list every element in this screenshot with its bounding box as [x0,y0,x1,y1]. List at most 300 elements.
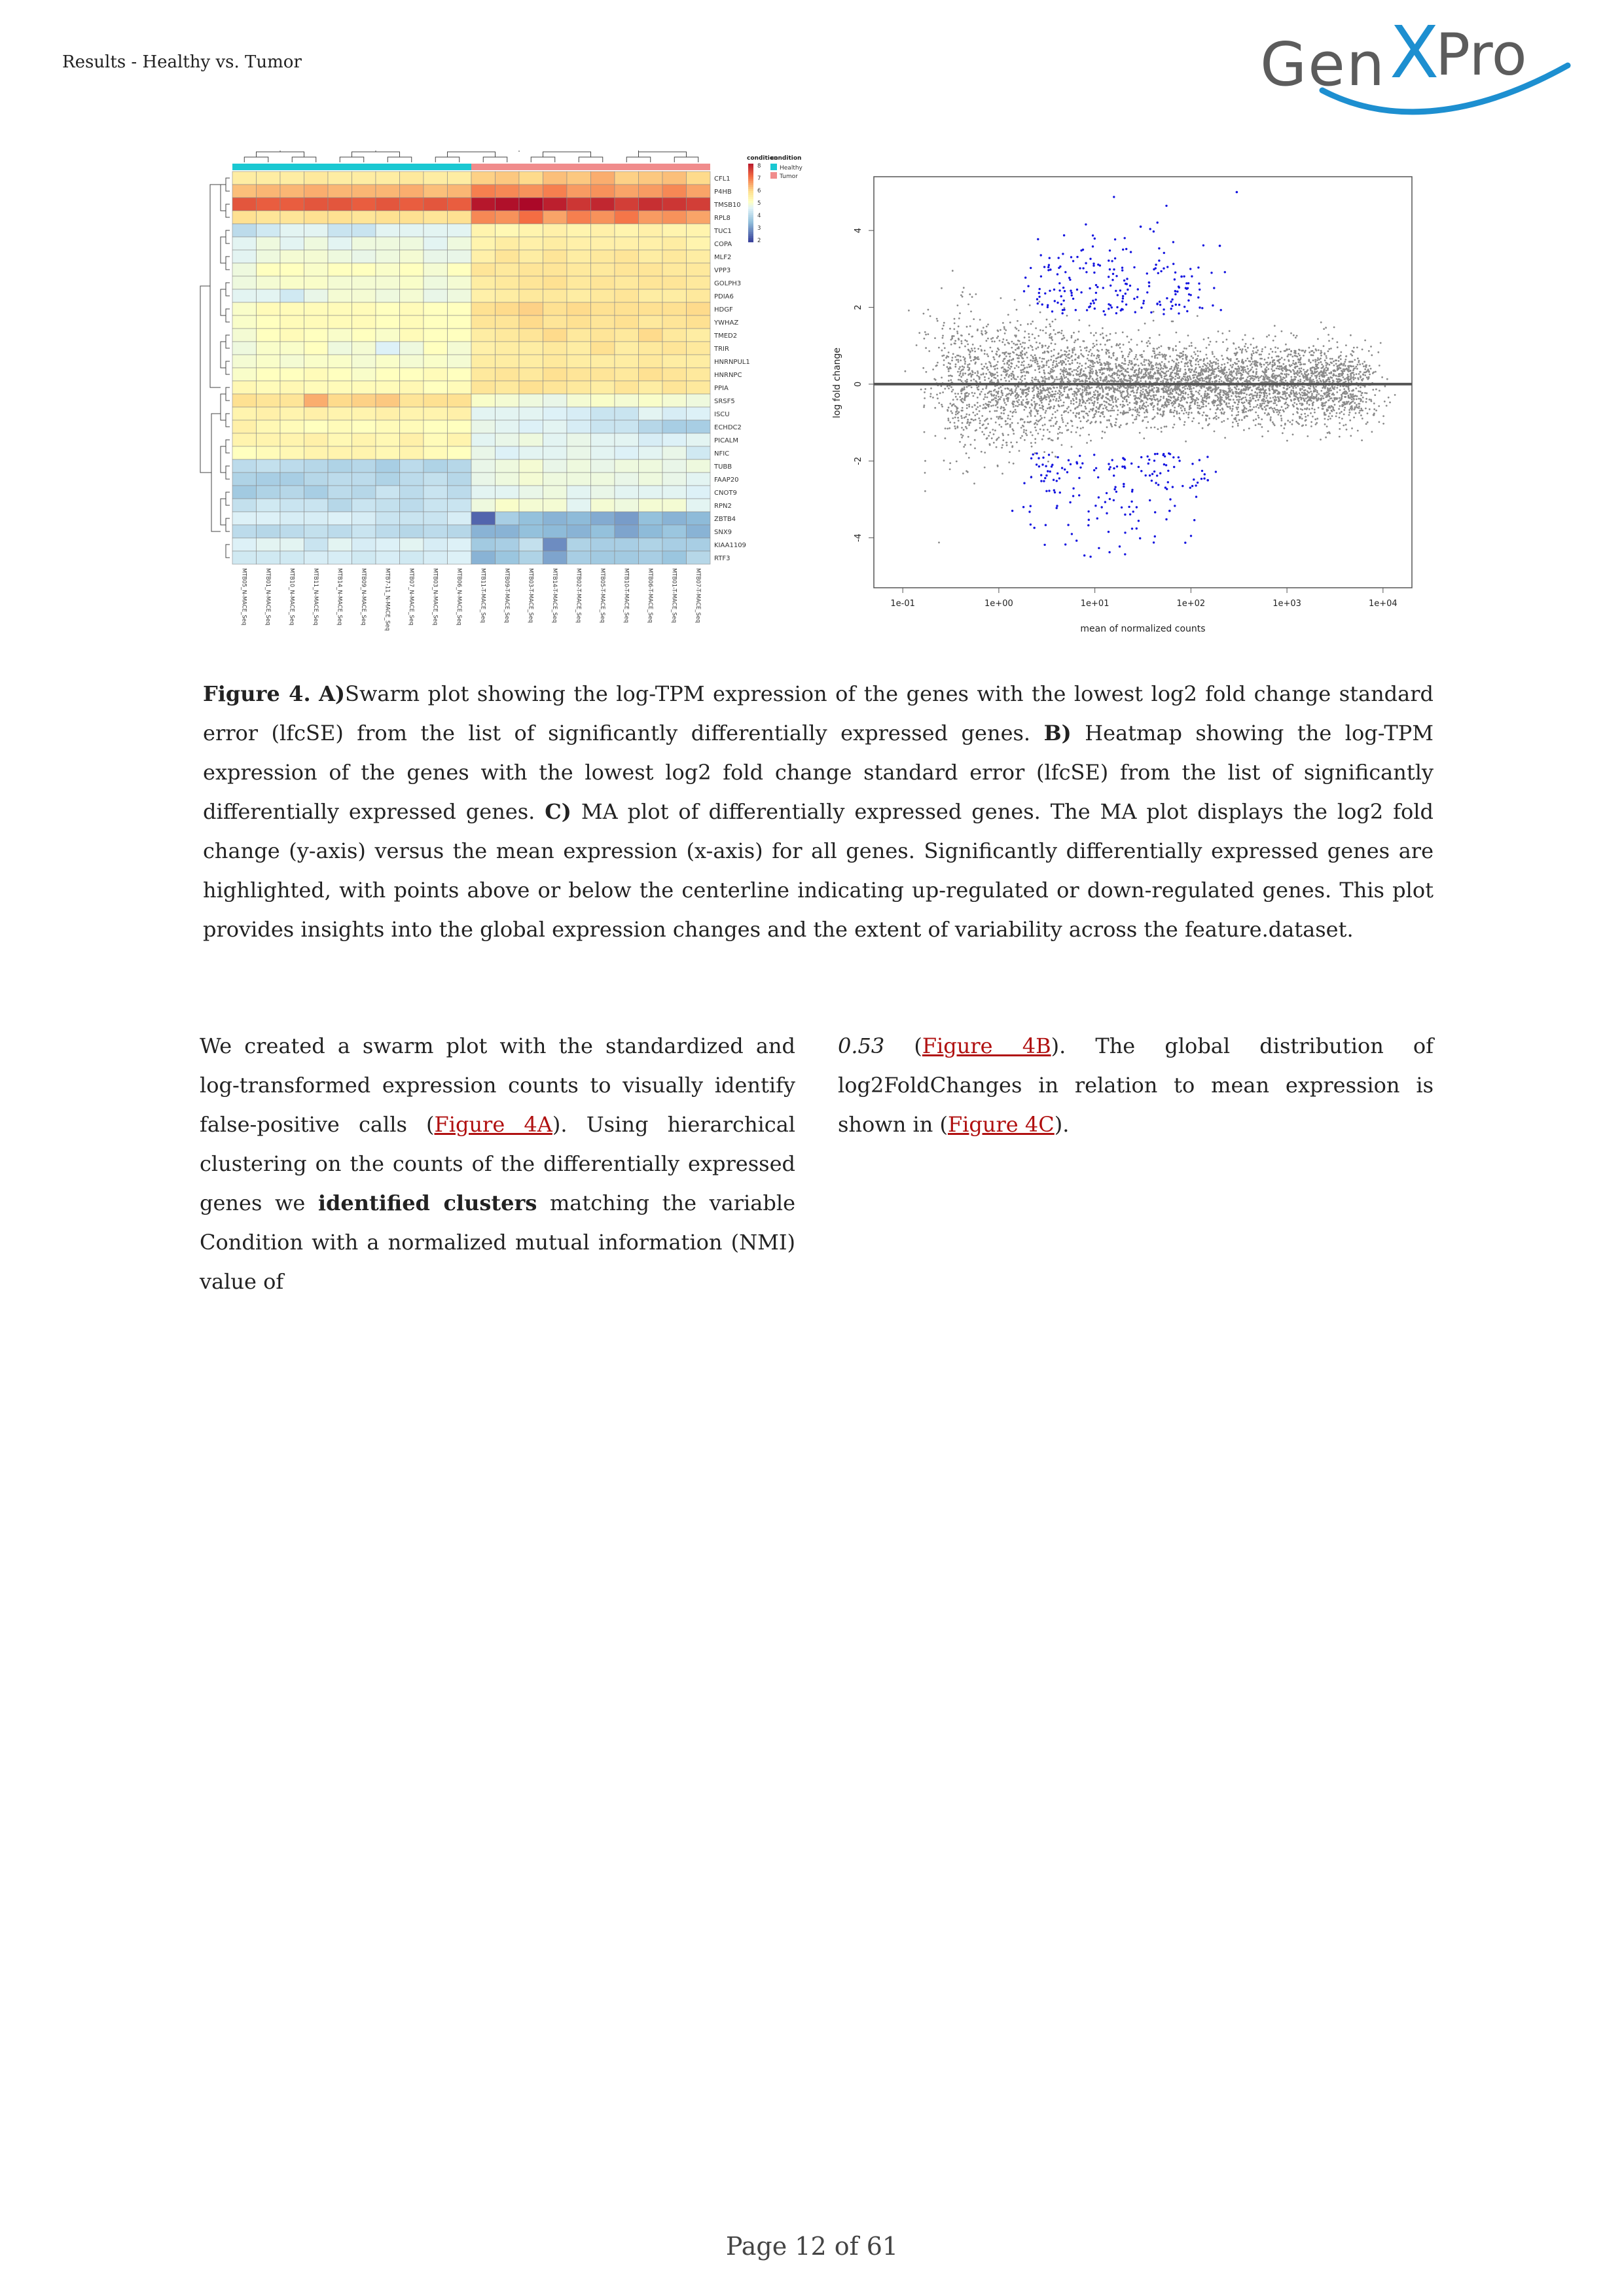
ma-point [1106,409,1108,411]
ma-point [1049,325,1051,327]
heatmap-cell [304,198,329,211]
ma-point [1070,356,1072,358]
ma-point [1079,376,1081,378]
ma-point [1328,372,1330,374]
scale-swatch [748,193,753,195]
heatmap-cell [448,459,472,473]
ma-point [1330,389,1332,391]
ma-point [1250,393,1252,395]
ma-point [1048,346,1050,348]
ma-point [1122,355,1124,357]
ma-point [1038,391,1039,393]
heatmap-cell [280,211,304,224]
heatmap-cell [639,250,663,263]
ma-point [1274,403,1276,404]
ma-point [1217,399,1219,401]
scale-swatch [748,179,753,181]
ma-point [1026,351,1028,353]
ma-point [1157,389,1159,391]
ma-point [1079,388,1081,390]
ma-point [1348,370,1350,372]
ma-point [1235,368,1237,370]
ma-point [1149,368,1151,370]
ma-point [1310,421,1312,423]
ma-point [1302,395,1304,397]
ma-point [1008,461,1010,463]
ma-point [1221,355,1223,357]
heatmap-cell [328,329,352,342]
ma-point [1003,326,1005,328]
ma-point [1086,376,1088,378]
ma-point [1227,406,1229,408]
ma-point [986,397,988,399]
ma-point [1236,377,1238,379]
heatmap-cell [567,420,591,433]
ma-point [1149,342,1151,344]
ma-point [1034,403,1036,405]
heatmap-cell [280,198,304,211]
ma-point [1132,386,1134,388]
heatmap-cell [328,446,352,459]
ma-point [974,414,976,416]
ma-point [1119,387,1121,389]
heatmap-cell [567,185,591,198]
ma-point [1352,401,1354,403]
ma-point [1195,364,1197,366]
ma-point [1291,423,1293,425]
gene-label: SRSF5 [714,398,735,405]
sample-label: MTB06_N-MACE_Seq [455,568,462,626]
ma-point [979,422,981,424]
ma-point [983,366,985,368]
ma-point [1303,386,1305,388]
ma-point [1386,405,1388,407]
heatmap-cell [543,263,568,276]
ma-point [1096,344,1098,346]
ma-point [1337,341,1339,343]
ma-point [1332,406,1334,408]
ma-point [1259,423,1261,425]
ma-point [1348,409,1350,411]
ma-point [1176,372,1178,374]
ma-point [1070,431,1072,433]
ma-point [1043,435,1045,437]
ma-point [1128,364,1130,366]
ma-point [1042,387,1044,389]
ma-point [1072,370,1074,372]
heatmap-cell [471,433,496,446]
ma-point [1111,410,1113,412]
heatmap-cell [662,237,687,250]
ma-point [977,356,979,358]
heatmap-cell [662,171,687,185]
ma-point [1022,369,1024,371]
ma-point [1344,361,1346,363]
ma-point [1360,391,1362,393]
ma-point [1193,387,1195,389]
heatmap-cell [352,263,376,276]
ma-point [1013,463,1015,465]
ma-point [1269,363,1271,365]
ma-point [1011,347,1013,349]
ma-point [1351,409,1353,411]
ma-point [948,406,950,408]
ma-point [1324,423,1326,425]
heatmap-cell [257,433,281,446]
ma-point [1222,341,1224,343]
ma-point [942,391,944,393]
ma-point [1209,360,1211,362]
ma-point [1122,401,1124,403]
heatmap-cell [519,394,543,407]
heatmap-cell [352,171,376,185]
ma-point [1362,349,1363,351]
ma-point [1362,374,1364,376]
ma-point [1108,403,1110,405]
heatmap-cell [304,185,329,198]
ma-point [1159,354,1161,356]
ma-point [1231,375,1233,377]
ma-point [1204,370,1206,372]
heatmap-cell [352,368,376,381]
ma-point [1333,369,1335,371]
heatmap-cell [376,538,400,551]
ma-point [996,410,998,412]
ma-point [1060,376,1062,378]
ma-point [984,330,986,332]
ma-point [1079,435,1081,437]
ma-point [1167,393,1169,395]
ma-point [1341,374,1343,376]
ma-point [1164,358,1166,360]
ma-point [1320,357,1322,359]
heatmap-cell [496,329,520,342]
ma-point [1316,366,1318,368]
ma-point [1212,353,1214,355]
ma-point [1122,331,1124,333]
gene-labels [713,175,750,562]
heatmap-cell [567,394,591,407]
sample-label: MTB01_N-MACE_Seq [264,568,271,626]
ma-point [1085,350,1087,351]
ma-point [1055,361,1057,363]
sample-label: MTB05-T-MACE_Seq [598,568,605,623]
ma-point [1292,387,1294,389]
heatmap-cell [280,499,304,512]
ma-point [1121,370,1123,372]
heatmap-cell [232,525,257,538]
heatmap-cell [687,355,711,368]
ma-point [1277,348,1279,350]
heatmap-cell [257,250,281,263]
ma-point [1146,342,1148,344]
ma-point [1047,387,1049,389]
ma-point [1183,348,1185,350]
heatmap-cell [448,185,472,198]
heatmap-cell [328,263,352,276]
ma-point [1018,355,1020,357]
ma-point [958,374,960,376]
heatmap-cell [662,342,687,355]
ma-point [1113,378,1115,380]
heatmap-cell [543,407,568,420]
ma-point [1006,444,1008,446]
ma-point [1066,351,1068,353]
ma-point [1108,389,1110,391]
ma-point [1333,374,1335,376]
ma-point [1216,404,1218,406]
ma-point [1053,355,1055,357]
heatmap-cell [257,525,281,538]
ma-point [1336,387,1338,389]
ma-point [1350,435,1352,437]
ma-point [1050,371,1052,373]
ma-point [963,429,965,431]
heatmap-cell [543,381,568,394]
ma-point [1229,408,1231,410]
heatmap-cell [687,342,711,355]
ma-point [1181,404,1183,406]
ma-point [1366,392,1368,394]
ma-point [1071,446,1073,448]
heatmap-cell [376,185,400,198]
ma-point [1061,386,1063,387]
ma-point [1282,391,1284,393]
ma-point [1244,407,1246,409]
heatmap-cell [519,473,543,486]
ma-point [1137,387,1139,389]
ma-point [1238,419,1240,421]
heatmap-cell [328,198,352,211]
ma-point [1022,404,1024,406]
heatmap-cell [496,302,520,315]
ma-point [1146,427,1147,429]
heatmap-cell [615,302,639,315]
ma-point [1134,358,1136,360]
ma-point [1367,412,1369,414]
ma-point [1267,414,1269,416]
ma-point [1220,376,1222,378]
ma-point [1011,359,1013,361]
ma-point [938,402,940,404]
heatmap-cell [232,171,257,185]
ma-point [1259,397,1261,399]
ma-point [1294,376,1296,378]
heatmap-cell [257,315,281,329]
heatmap-cell [687,289,711,302]
ma-point [1081,368,1083,370]
ma-point [1264,374,1266,376]
ma-point [1343,414,1345,416]
ma-point [985,363,987,365]
ma-point [1330,377,1332,379]
ma-point [1253,420,1255,422]
ma-point [1014,367,1016,369]
ma-point [1348,380,1350,382]
ma-point [1274,351,1276,353]
ma-point [993,399,995,401]
ma-point [1009,355,1011,357]
ma-point [1053,361,1055,363]
ma-point [1209,380,1211,382]
scale-swatch [748,197,753,199]
ma-point [1045,412,1047,414]
heatmap-cell [496,551,520,564]
ma-point [1173,361,1175,363]
ma-point [1021,357,1023,359]
ma-point [1318,375,1320,377]
ma-point [1271,401,1272,403]
ma-point [1060,392,1062,394]
ma-point [1242,374,1244,376]
ma-point [1261,426,1263,428]
ma-point [1105,401,1107,403]
ma-point [1323,397,1325,399]
ma-point [1061,330,1063,332]
ma-point [1009,389,1011,391]
ma-point [1072,398,1074,400]
scale-swatch [748,209,753,211]
ma-point [1278,355,1280,357]
ma-point [1047,348,1049,350]
heatmap-cell [400,538,424,551]
ma-point [1295,387,1297,389]
ma-point [1009,374,1011,376]
ma-point [1255,395,1257,397]
ma-point [1289,422,1291,423]
ma-point [1000,379,1002,381]
ma-point [1205,354,1207,356]
heatmap-cell [280,473,304,486]
ma-point [1298,349,1300,351]
ma-point [1008,343,1010,345]
ma-point [1261,400,1263,402]
ma-point [1166,370,1168,372]
heatmap-cell [591,486,615,499]
ma-point [1241,352,1243,354]
heatmap-cell [328,420,352,433]
ma-point [1252,397,1254,399]
ma-point [1267,378,1269,380]
ma-point [1064,337,1066,339]
ma-point [1002,322,1004,324]
ma-point [1158,347,1160,349]
ma-point [1108,420,1110,422]
ma-point [1245,411,1247,413]
ma-point [1020,364,1022,366]
ma-point [943,364,945,366]
ma-point [1150,427,1152,429]
heatmap-cell [376,289,400,302]
heatmap-cell [304,289,329,302]
ma-point [1053,407,1055,409]
ma-point [1003,398,1005,400]
ma-point [1017,354,1019,356]
heatmap-cell [687,446,711,459]
ma-point [1255,412,1257,414]
ma-point [1320,390,1322,392]
ma-point [1147,363,1149,365]
heatmap-cell [615,276,639,289]
ma-point [922,367,924,369]
annotation-cell [471,164,496,170]
heatmap-cell [567,538,591,551]
ma-point [1179,341,1181,343]
ma-point [1003,328,1005,330]
heatmap-cell [471,276,496,289]
ma-point [1013,406,1015,408]
ma-point [995,404,997,406]
heatmap-cell [519,289,543,302]
ma-point [1096,372,1098,374]
ma-point [1261,403,1263,404]
ma-point [1129,394,1131,396]
heatmap-cell [471,289,496,302]
heatmap-cell [304,512,329,525]
ma-point [1089,403,1091,404]
ma-point [962,374,964,376]
ma-point [1237,404,1239,406]
ma-point [1352,361,1354,363]
ma-point [1276,409,1278,411]
heatmap-cell [543,171,568,185]
ma-point [1011,373,1013,375]
heatmap-cell [639,198,663,211]
ma-point [1121,367,1123,369]
heatmap-cell [232,355,257,368]
ma-point [923,406,925,408]
heatmap-cell [639,224,663,237]
ma-point [1022,418,1024,420]
ma-point [1199,393,1200,395]
ma-point [1028,347,1030,349]
gene-label: RTF3 [714,555,731,562]
heatmap-cell [400,459,424,473]
ma-point [1090,397,1092,399]
ma-point [1318,350,1320,351]
ma-point [1093,334,1095,336]
ma-point [1202,380,1204,382]
ma-point [1020,427,1022,429]
ma-point [1168,370,1170,372]
ma-point [1008,376,1010,378]
ma-point [1334,404,1336,406]
ma-point [1264,386,1266,387]
annotation-cell [424,164,448,170]
ma-point [1311,395,1313,397]
ma-point [1329,358,1331,360]
ma-point [1168,403,1170,405]
ma-point [1006,363,1008,365]
ma-point [1231,395,1233,397]
ma-point [1195,367,1197,369]
ma-point [1358,407,1360,409]
ma-point [973,395,975,397]
ma-point [1358,390,1360,392]
ma-point [1043,358,1045,360]
ma-point [1147,387,1149,389]
ma-point [1210,408,1212,410]
annotation-cell [543,164,568,170]
ma-point [1252,370,1254,372]
ma-point [999,340,1001,342]
sample-label: MTB14_N-MACE_Seq [336,568,343,626]
ma-point [1002,439,1004,441]
ma-point [1001,374,1003,376]
ma-point [1011,422,1013,424]
heatmap-cell [232,329,257,342]
heatmap-cell [639,525,663,538]
